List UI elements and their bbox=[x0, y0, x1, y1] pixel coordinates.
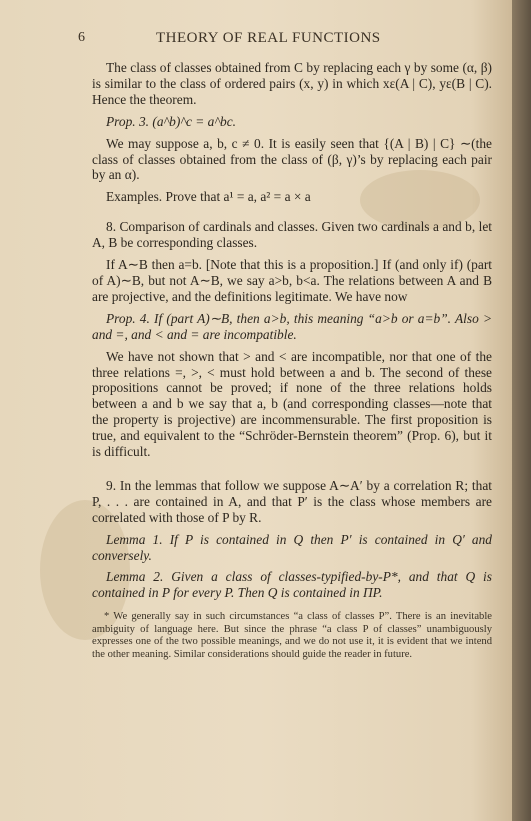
page-body bbox=[92, 60, 492, 672]
book-spine-shadow bbox=[512, 0, 531, 821]
paragraph-incommensurable: We have not shown that > and < are incompatible, nor that one of the three relations =, >, < must hold between a and b. The second of these propositions cannot be proved; if none of the three relations holds between a and b we say that a, b (and corresponding classes—note that the property is projective) are incommensurable. The first proposition is true, and equivalent to the “Schröder-Bernstein theorem” (Prop. 6), but it is difficult. bbox=[92, 348, 492, 460]
section-9-heading: 9. In the lemmas that follow we suppose A∼A′ by a correlation R; that P, . . . are contained in A, and that P′ is the class whose members are correlated with those of P by R. bbox=[92, 477, 492, 525]
lemma-1: Lemma 1. If P is contained in Q then P′ is contained in Q′ and conversely. bbox=[92, 531, 492, 563]
lemma-2: Lemma 2. Given a class of classes-typified-by-P*, and that Q is contained in P for every P. Then Q is contained in ΠP. bbox=[92, 569, 492, 601]
paragraph-examples: Examples. Prove that a¹ = a, a² = a × a bbox=[106, 189, 311, 205]
running-title: THEORY OF REAL FUNCTIONS bbox=[156, 30, 381, 46]
prop-4: Prop. 4. If (part A)∼B, then a>b, this meaning “a>b or a=b”. Also > and =, and < and = are incompatible. bbox=[92, 310, 492, 342]
paragraph-proof: We may suppose a, b, c ≠ 0. It is easily seen that {(A | B) | C} ∼(the class of classes obtained from the class of (β, γ)’s by replacing each pair by an α). bbox=[92, 135, 492, 183]
paragraph-theorem-end: The class of classes obtained from C by replacing each γ by some (α, β) is similar to the class of ordered pairs (x, y) in which xε(A | C), yε(B | C). Hence the theorem. bbox=[92, 60, 492, 107]
footnote: * We generally say in such circumstances “a class of classes P”. There is an inevitable ambiguity of language here. But since the phrase “a class P of classes” unambiguously expresses one of the two possible meanings, and we do not use it, it is evident that we intend the other meaning. Similar considerations should guide the reader in future. bbox=[92, 611, 492, 660]
page-header bbox=[78, 30, 494, 52]
page-number: 6 bbox=[78, 30, 85, 45]
prop-3: Prop. 3. (a^b)^c = a^bc. bbox=[106, 113, 236, 129]
paragraph-definition: If A∼B then a=b. [Note that this is a proposition.] If (and only if) (part of A)∼B, but not A∼B, we say a>b, b<a. The relations between A and B are projective, and the definitions legitimate. We have now bbox=[92, 257, 492, 304]
section-8-heading: 8. Comparison of cardinals and classes. Given two cardinals a and b, let A, B be corresponding classes. bbox=[92, 219, 492, 251]
